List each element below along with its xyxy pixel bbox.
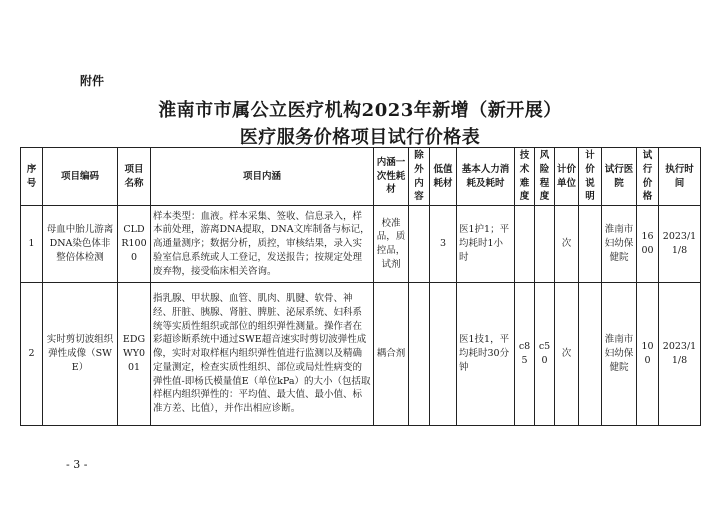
cell-date: 2023/11/8 [659,206,701,283]
header-consumables: 内涵一次性耗材 [374,148,409,206]
cell-unit: 次 [555,283,579,426]
header-code: 项目编码 [43,148,118,206]
header-difficulty: 技术难度 [515,148,535,206]
cell-hospital: 淮南市妇幼保健院 [602,283,637,426]
price-table [20,147,701,426]
cell-code: 实时剪切波组织弹性成像（SWE） [43,283,118,426]
cell-labor: 医1技1，平均耗时30分钟 [457,283,515,426]
cell-code: 母血中胎儿游离DNA染色体非整倍体检测 [43,206,118,283]
cell-note [579,283,602,426]
cell-labor: 医1护1；平均耗时1小时 [457,206,515,283]
cell-price: 100 [637,283,659,426]
cell-hospital: 淮南市妇幼保健院 [602,206,637,283]
document-title-line2: 医疗服务价格项目试行价格表 [239,127,481,148]
cell-unit: 次 [555,206,579,283]
cell-low-value: 3 [430,206,457,283]
header-unit: 计价单位 [555,148,579,206]
attachment-label: 附件 [80,74,105,88]
header-no: 序号 [21,148,43,206]
header-content: 项目内涵 [151,148,374,206]
table-header-row [21,148,701,206]
cell-name: CLDR1000 [118,206,151,283]
header-low-value: 低值耗材 [430,148,457,206]
header-hospital: 试行医院 [602,148,637,206]
header-date: 执行时间 [659,148,701,206]
cell-difficulty: c85 [515,283,535,426]
cell-price: 1600 [637,206,659,283]
header-exclusions: 除外内容 [409,148,430,206]
table-row [21,283,701,426]
cell-risk: c50 [535,283,555,426]
cell-exclusions [409,283,430,426]
header-note: 计价说明 [579,148,602,206]
cell-difficulty [515,206,535,283]
cell-name: EDGWY001 [118,283,151,426]
cell-content: 样本类型：血液。样本采集、签收、信息录入，样本前处理，游离DNA提取，DNA文库制备与标记，高通量测序；数据分析，质控，审核结果，录入实验室信息系统或人工登记，发送报告；按规定处理废弃物，接受临床相关咨询。 [151,206,374,283]
cell-content: 指乳腺、甲状腺、血管、肌肉、肌腱、软骨、神经、肝脏、胰腺、肾脏、脾脏、泌尿系统、妇科系统等实质性组织或部位的组织弹性测量。操作者在彩超诊断系统中通过SWE超音速实时剪切波弹性成像，实时对取样框内组织弹性值进行监测以及精确定量测定，检查实质性组织、部位或局灶性病变的弹性值-即杨氏模量值E（单位kPa）的大小（包括取样框内组织弹性的：平均值、最大值、最小值、标准方差、比值），并作出相应诊断。 [151,283,374,426]
cell-low-value [430,283,457,426]
cell-consumables: 耦合剂 [374,283,409,426]
cell-consumables: 校准品，质控品，试剂 [374,206,409,283]
header-price: 试行价格 [637,148,659,206]
cell-no: 2 [21,283,43,426]
cell-risk [535,206,555,283]
page-number: - 3 - [66,458,88,471]
header-name: 项目名称 [118,148,151,206]
header-labor: 基本人力消耗及耗时 [457,148,515,206]
cell-no: 1 [21,206,43,283]
header-risk: 风险程度 [535,148,555,206]
table-row [21,206,701,283]
cell-date: 2023/11/8 [659,283,701,426]
cell-note [579,206,602,283]
document-title-line1: 淮南市市属公立医疗机构2023年新增（新开展） [158,100,562,121]
cell-exclusions [409,206,430,283]
